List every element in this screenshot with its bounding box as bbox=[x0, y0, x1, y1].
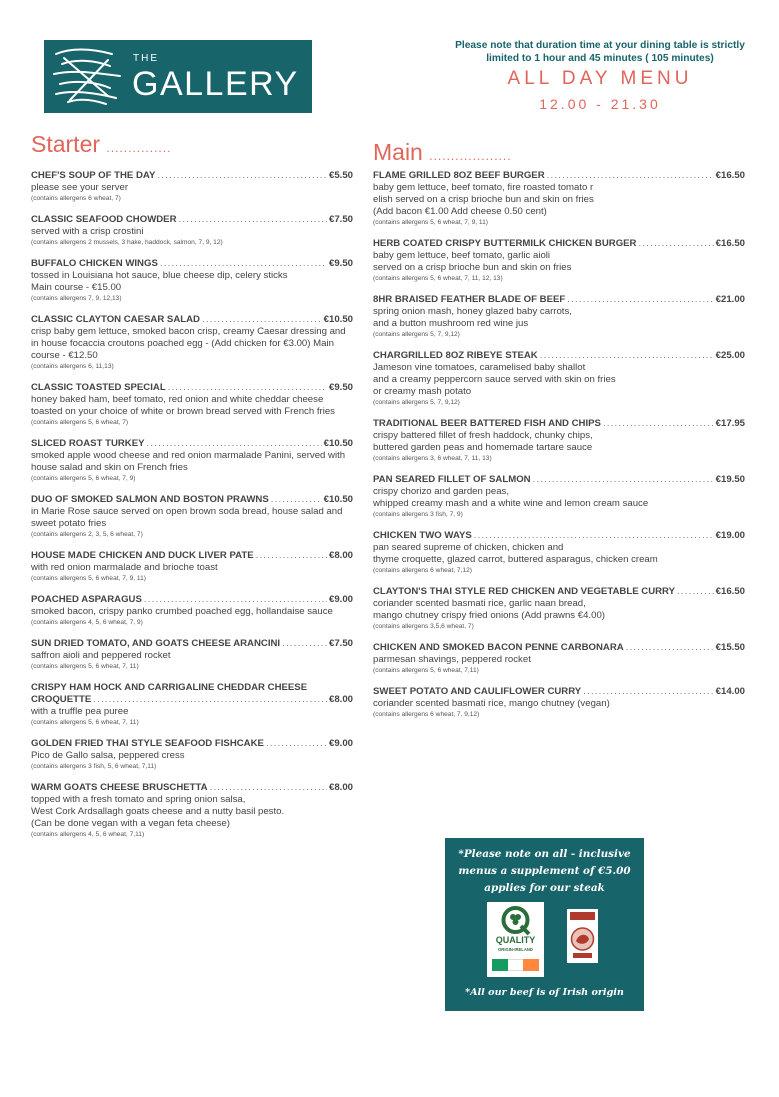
menu-item-description: smoked apple wood cheese and red onion marmalade Panini, served with house salad and skin on French fries bbox=[31, 450, 346, 473]
menu-item-price: €14.00 bbox=[715, 686, 745, 697]
menu-item-description: baby gem lettuce, beef tomato, garlic aioli served on a crisp brioche bun and skin on fries bbox=[373, 250, 572, 273]
flag-stripe-orange bbox=[523, 959, 539, 971]
leader-dots bbox=[93, 694, 327, 706]
menu-item-name: SUN DRIED TOMATO, AND GOATS CHEESE ARANCINI bbox=[31, 638, 281, 649]
menu-item-description: pan seared supreme of chicken, chicken and thyme croquette, glazed carrot, buttered asparagus, chicken cream bbox=[373, 542, 658, 565]
menu-item-header bbox=[373, 586, 745, 598]
irish-flag-icon bbox=[492, 959, 539, 971]
starter-heading-text: Starter bbox=[31, 131, 101, 157]
menu-item-header bbox=[31, 258, 353, 270]
irish-beef-seal-icon bbox=[567, 909, 598, 963]
menu-item-allergens: (contains allergens 6 wheat, 7) bbox=[31, 195, 121, 202]
menu-item-description: topped with a fresh tomato and spring onion salsa, West Cork Ardsallagh goats cheese and a nutty basil pesto. (Can be done vegan with a vegan feta cheese) bbox=[31, 794, 285, 829]
menu-item-allergens: (contains allergens 3,5,6 wheat, 7) bbox=[373, 623, 474, 630]
menu-item-price: €5.50 bbox=[328, 170, 353, 181]
promo-line-3: applies for our steak bbox=[484, 882, 605, 894]
menu-item-allergens: (contains allergens 4, 5, 6 wheat, 7,11) bbox=[31, 831, 145, 838]
starter-heading-dots: ............... bbox=[106, 141, 172, 155]
menu-item-name: CROQUETTE bbox=[31, 694, 92, 705]
menu-item-allergens: (contains allergens 3, 6 wheat, 7, 11, 13) bbox=[373, 455, 492, 462]
menu-item bbox=[31, 382, 353, 427]
menu-item-price: €17.95 bbox=[715, 418, 745, 429]
leader-dots bbox=[677, 586, 714, 598]
menu-item-description: with red onion marmalade and brioche toast bbox=[31, 562, 218, 573]
menu-item-description: parmesan shavings, peppered rocket bbox=[373, 654, 531, 665]
menu-item-header bbox=[31, 638, 353, 650]
menu-item-allergens: (contains allergens 6 wheat, 7,12) bbox=[373, 567, 472, 574]
menu-item bbox=[31, 258, 353, 303]
menu-item-price: €8.00 bbox=[328, 550, 353, 561]
menu-item-name: SLICED ROAST TURKEY bbox=[31, 438, 145, 449]
gallery-logo bbox=[44, 40, 312, 113]
menu-item-header bbox=[373, 530, 745, 542]
quality-badge-text: QUALITY bbox=[495, 935, 536, 945]
menu-item-allergens: (contains allergens 5, 6 wheat, 7, 9) bbox=[31, 475, 136, 482]
menu-item-header bbox=[373, 418, 745, 430]
menu-item-price: €19.00 bbox=[715, 530, 745, 541]
menu-item-description: crisp baby gem lettuce, smoked bacon crisp, creamy Caesar dressing and in house focaccia croutons poached egg - (Add chicken for €3.00) Main course - €12.50 bbox=[31, 326, 346, 361]
menu-item-header bbox=[31, 694, 353, 706]
menu-item-allergens: (contains allergens 5, 7, 9,12) bbox=[373, 331, 460, 338]
menu-item-header bbox=[373, 350, 745, 362]
logo-small-text: THE bbox=[133, 53, 159, 64]
promo-line-1: *Please note on all - inclusive bbox=[458, 848, 631, 860]
menu-item-allergens: (contains allergens 2 mussels, 3 hake, haddock, salmon, 7, 9, 12) bbox=[31, 239, 223, 246]
menu-item-price: €16.50 bbox=[715, 238, 745, 249]
beef-seal-graphic bbox=[567, 909, 598, 963]
menu-item-description: served with a crisp crostini bbox=[31, 226, 144, 237]
menu-item-name: CLASSIC TOASTED SPECIAL bbox=[31, 382, 166, 393]
leader-dots bbox=[567, 294, 713, 306]
menu-item bbox=[373, 586, 745, 631]
menu-item-price: €9.00 bbox=[328, 594, 353, 605]
menu-item-description: crispy chorizo and garden peas, whipped creamy mash and a white wine and lemon cream sauce bbox=[373, 486, 649, 509]
menu-item-name: CLASSIC CLAYTON CAESAR SALAD bbox=[31, 314, 200, 325]
menu-item-name: GOLDEN FRIED THAI STYLE SEAFOOD FISHCAKE bbox=[31, 738, 264, 749]
main-heading-text: Main bbox=[373, 139, 423, 165]
leader-dots bbox=[474, 530, 714, 542]
menu-item-allergens: (contains allergens 5, 6 wheat, 7, 9, 11) bbox=[31, 575, 146, 582]
menu-item-name: POACHED ASPARAGUS bbox=[31, 594, 142, 605]
menu-title: ALL DAY MENU bbox=[507, 68, 693, 89]
menu-item-allergens: (contains allergens 5, 6 wheat, 7) bbox=[31, 419, 129, 426]
starter-heading bbox=[31, 131, 171, 158]
leader-dots bbox=[603, 418, 714, 430]
leader-dots bbox=[144, 594, 327, 606]
menu-item-name: CLASSIC SEAFOOD CHOWDER bbox=[31, 214, 177, 225]
menu-item bbox=[31, 638, 353, 671]
starter-list bbox=[31, 170, 353, 850]
menu-item-header bbox=[31, 594, 353, 606]
menu-item-description: Jameson vine tomatoes, caramelised baby shallot and a creamy peppercorn sauce served with skin on fries or creamy mash potato bbox=[373, 362, 616, 397]
menu-item-name: CLAYTON'S THAI STYLE RED CHICKEN AND VEGETABLE CURRY bbox=[373, 586, 676, 597]
menu-item-name: CHEF'S SOUP OF THE DAY bbox=[31, 170, 156, 181]
menu-item-header bbox=[31, 314, 353, 326]
main-heading-dots: ................... bbox=[429, 149, 512, 163]
feather-wave-icon bbox=[50, 44, 126, 110]
leader-dots bbox=[157, 170, 327, 182]
menu-item-allergens: (contains allergens 5, 6 wheat, 7, 11, 12, 13) bbox=[373, 275, 503, 282]
menu-item bbox=[373, 238, 745, 283]
menu-item-description: please see your server bbox=[31, 182, 129, 193]
menu-item-price: €15.50 bbox=[715, 642, 745, 653]
menu-item-allergens: (contains allergens 5, 6 wheat, 7, 11) bbox=[31, 719, 139, 726]
menu-item-name: WARM GOATS CHEESE BRUSCHETTA bbox=[31, 782, 208, 793]
promo-text bbox=[445, 846, 644, 897]
shamrock-q-icon bbox=[487, 904, 544, 938]
menu-item-description: smoked bacon, crispy panko crumbed poached egg, hollandaise sauce bbox=[31, 606, 333, 617]
menu-item-name: CHICKEN TWO WAYS bbox=[373, 530, 472, 541]
menu-item-description: with a truffle pea puree bbox=[31, 706, 129, 717]
menu-item-header bbox=[31, 550, 353, 562]
menu-item-header bbox=[373, 686, 745, 698]
menu-hours: 12.00 - 21.30 bbox=[539, 96, 661, 112]
menu-item-price: €16.50 bbox=[715, 586, 745, 597]
menu-item bbox=[31, 214, 353, 247]
menu-item-description: saffron aioli and peppered rocket bbox=[31, 650, 171, 661]
menu-item-price: €9.50 bbox=[328, 258, 353, 269]
menu-item-header bbox=[31, 170, 353, 182]
leader-dots bbox=[168, 382, 327, 394]
steak-supplement-box bbox=[445, 838, 644, 1011]
menu-item bbox=[31, 494, 353, 539]
menu-item-header bbox=[373, 294, 745, 306]
menu-item-header bbox=[31, 782, 353, 794]
menu-item-description: coriander scented basmati rice, garlic naan bread, mango chutney crispy fried onions (Add prawns €4.00) bbox=[373, 598, 605, 621]
menu-item-header bbox=[373, 238, 745, 250]
quality-badge bbox=[487, 902, 544, 977]
menu-item-price: €7.50 bbox=[328, 214, 353, 225]
menu-item-name: SWEET POTATO AND CAULIFLOWER CURRY bbox=[373, 686, 582, 697]
menu-item-allergens: (contains allergens 6 wheat, 7, 9,12) bbox=[373, 711, 480, 718]
menu-item-allergens: (contains allergens 5, 6 wheat, 7, 11) bbox=[31, 663, 139, 670]
menu-item bbox=[31, 594, 353, 627]
menu-item-name: CHARGRILLED 8OZ RIBEYE STEAK bbox=[373, 350, 538, 361]
menu-item-description: coriander scented basmati rice, mango chutney (vegan) bbox=[373, 698, 610, 709]
leader-dots bbox=[202, 314, 322, 326]
menu-item bbox=[31, 550, 353, 583]
menu-item-price: €7.50 bbox=[328, 638, 353, 649]
menu-item-price: €16.50 bbox=[715, 170, 745, 181]
menu-item-header bbox=[31, 382, 353, 394]
menu-item bbox=[373, 642, 745, 675]
menu-item-price: €9.50 bbox=[328, 382, 353, 393]
leader-dots bbox=[533, 474, 714, 486]
leader-dots bbox=[256, 550, 327, 562]
leader-dots bbox=[540, 350, 714, 362]
menu-item-name: BUFFALO CHICKEN WINGS bbox=[31, 258, 158, 269]
menu-item-allergens: (contains allergens 3 fish, 5, 6 wheat, 7,11) bbox=[31, 763, 157, 770]
menu-item-price: €8.00 bbox=[328, 782, 353, 793]
menu-item-name: HERB COATED CRISPY BUTTERMILK CHICKEN BURGER bbox=[373, 238, 637, 249]
menu-item-allergens: (contains allergens 3 fish, 7, 9) bbox=[373, 511, 463, 518]
leader-dots bbox=[282, 638, 327, 650]
flag-stripe-white bbox=[508, 959, 524, 971]
leader-dots bbox=[266, 738, 327, 750]
menu-item bbox=[373, 350, 745, 407]
menu-item-header bbox=[31, 738, 353, 750]
leader-dots bbox=[638, 238, 713, 250]
menu-item-header bbox=[373, 642, 745, 654]
menu-item-header bbox=[31, 494, 353, 506]
leader-dots bbox=[160, 258, 327, 270]
menu-item bbox=[373, 686, 745, 719]
menu-item-allergens: (contains allergens 7, 9, 12,13) bbox=[31, 295, 122, 302]
menu-item-price: €21.00 bbox=[715, 294, 745, 305]
menu-item-price: €19.50 bbox=[715, 474, 745, 485]
menu-item-price: €10.50 bbox=[323, 494, 353, 505]
menu-item-price: €10.50 bbox=[323, 438, 353, 449]
leader-dots bbox=[547, 170, 714, 182]
menu-item-price: €10.50 bbox=[323, 314, 353, 325]
menu-item bbox=[373, 474, 745, 519]
promo-footer: *All our beef is of Irish origin bbox=[465, 987, 624, 998]
menu-item bbox=[373, 294, 745, 339]
menu-item bbox=[31, 782, 353, 839]
menu-item-description: Pico de Gallo salsa, peppered cress bbox=[31, 750, 185, 761]
menu-item-allergens: (contains allergens 5, 6 wheat, 7, 9, 11) bbox=[373, 219, 488, 226]
main-heading bbox=[373, 139, 512, 166]
logo-name: GALLERY bbox=[132, 65, 299, 103]
menu-item-price: €8.00 bbox=[328, 694, 353, 705]
leader-dots bbox=[210, 782, 327, 794]
menu-item-allergens: (contains allergens 4, 5, 6 wheat, 7, 9) bbox=[31, 619, 143, 626]
duration-notice: Please note that duration time at your dining table is strictly limited to 1 hour and 45 minutes ( 105 minutes) bbox=[455, 40, 745, 64]
menu-item-header bbox=[373, 474, 745, 486]
menu-item-header bbox=[31, 214, 353, 226]
menu-item-description: baby gem lettuce, beef tomato, fire roasted tomato r elish served on a crisp brioche bun and skin on fries (Add bacon €1.00 Add cheese 0.50 cent) bbox=[373, 182, 594, 217]
menu-item-description: spring onion mash, honey glazed baby carrots, and a button mushroom red wine jus bbox=[373, 306, 572, 329]
menu-item bbox=[31, 170, 353, 203]
menu-item-allergens: (contains allergens 5, 7, 9,12) bbox=[373, 399, 460, 406]
menu-item-name: PAN SEARED FILLET OF SALMON bbox=[373, 474, 531, 485]
menu-item-name: HOUSE MADE CHICKEN AND DUCK LIVER PATE bbox=[31, 550, 254, 561]
menu-item-header bbox=[31, 438, 353, 450]
leader-dots bbox=[147, 438, 322, 450]
menu-item-description: honey baked ham, beef tomato, red onion and white cheddar cheese toasted on your choice of white or brown bread served with French fries bbox=[31, 394, 335, 417]
leader-dots bbox=[626, 642, 714, 654]
menu-item-name: 8HR BRAISED FEATHER BLADE OF BEEF bbox=[373, 294, 566, 305]
main-list bbox=[373, 170, 745, 730]
menu-item bbox=[373, 418, 745, 463]
menu-item-name: DUO OF SMOKED SALMON AND BOSTON PRAWNS bbox=[31, 494, 269, 505]
menu-item-name: TRADITIONAL BEER BATTERED FISH AND CHIPS bbox=[373, 418, 601, 429]
menu-item-allergens: (contains allergens 2, 3, 5, 6 wheat, 7) bbox=[31, 531, 143, 538]
leader-dots bbox=[583, 686, 713, 698]
menu-item bbox=[31, 438, 353, 483]
menu-item-name-line1: CRISPY HAM HOCK AND CARRIGALINE CHEDDAR CHEESE bbox=[31, 682, 308, 693]
menu-item-description: tossed in Louisiana hot sauce, blue cheese dip, celery sticks Main course - €15.00 bbox=[31, 270, 288, 293]
promo-line-2: menus a supplement of €5.00 bbox=[458, 865, 631, 877]
flag-stripe-green bbox=[492, 959, 508, 971]
menu-item bbox=[373, 170, 745, 227]
menu-item-description: in Marie Rose sauce served on open brown soda bread, house salad and sweet potato fries bbox=[31, 506, 343, 529]
menu-item-description: crispy battered fillet of fresh haddock, chunky chips, buttered garden peas and homemade tartare sauce bbox=[373, 430, 593, 453]
menu-item-name: FLAME GRILLED 8OZ BEEF BURGER bbox=[373, 170, 545, 181]
leader-dots bbox=[179, 214, 327, 226]
leader-dots bbox=[271, 494, 322, 506]
menu-item bbox=[373, 530, 745, 575]
menu-item-allergens: (contains allergens 5, 6 wheat, 7,11) bbox=[373, 667, 479, 674]
menu-item-price: €25.00 bbox=[715, 350, 745, 361]
menu-item-allergens: (contains allergens 6, 11,13) bbox=[31, 363, 114, 370]
menu-item bbox=[31, 738, 353, 771]
menu-item bbox=[31, 314, 353, 371]
menu-item-header bbox=[373, 170, 745, 182]
menu-item-name: CHICKEN AND SMOKED BACON PENNE CARBONARA bbox=[373, 642, 624, 653]
menu-item bbox=[31, 682, 353, 727]
menu-item-price: €9.00 bbox=[328, 738, 353, 749]
quality-badge-sub: ORIGIN-IRELAND bbox=[498, 947, 533, 952]
